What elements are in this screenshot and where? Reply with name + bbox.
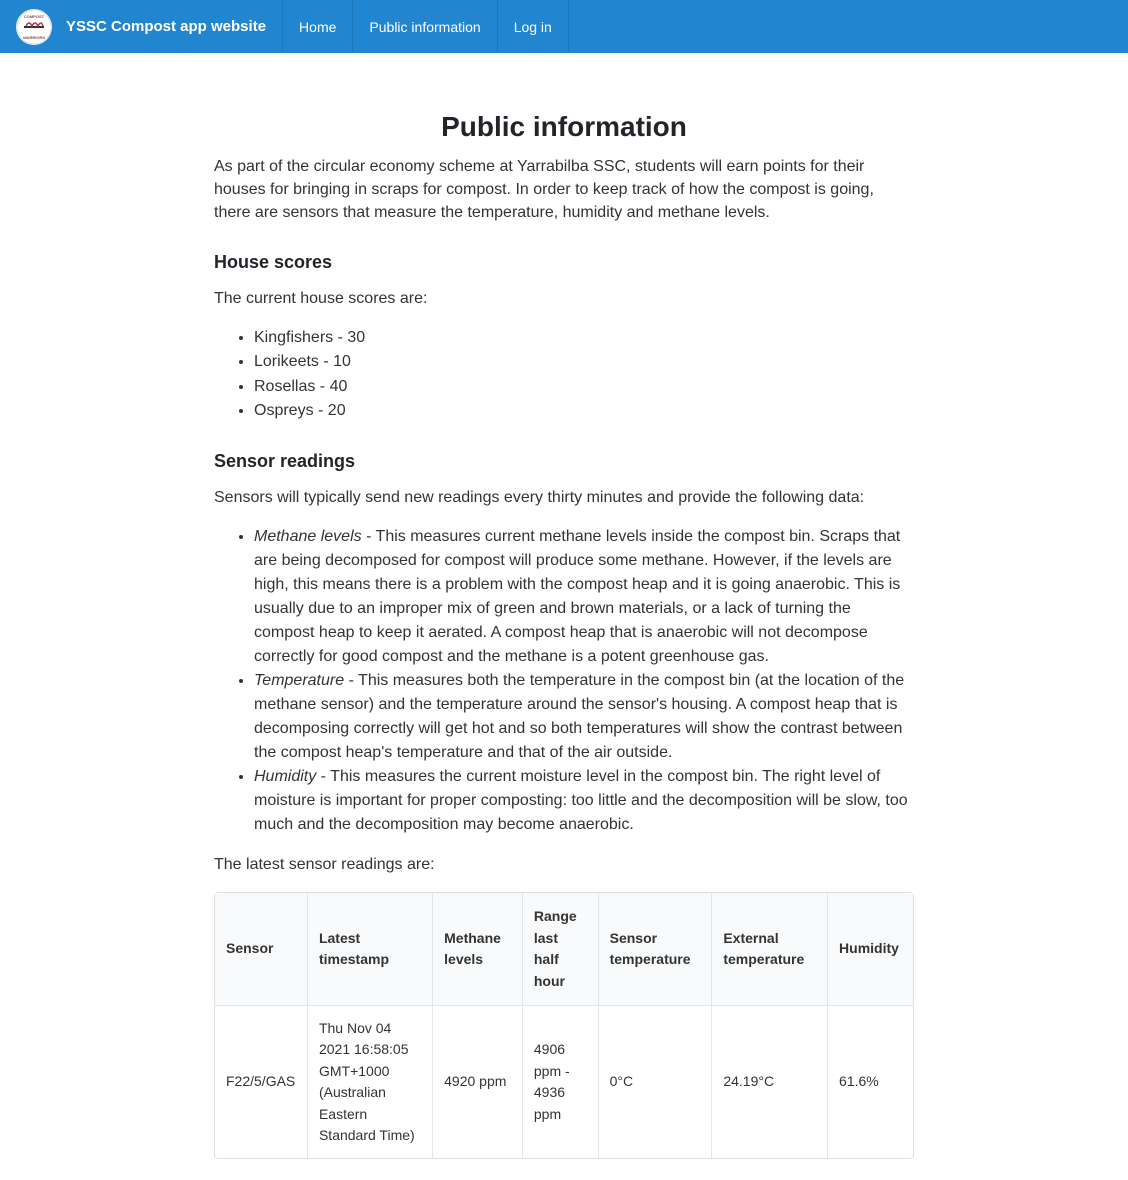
term: Temperature [254, 672, 345, 690]
nav-public-information[interactable]: Public information [353, 0, 497, 53]
brand-link[interactable] [0, 0, 283, 53]
latest-readings-lead: The latest sensor readings are: [214, 856, 435, 874]
house-scores-list [214, 326, 914, 423]
cell-external-temperature: 24.19°C [712, 1006, 828, 1158]
description: - This measures the current moisture level in the compost bin. The right level of moisture is important for proper composting: too little and the decomposition will be slow, too much and the decomposition may become anaerobic. [254, 768, 908, 834]
column-header: Sensor temperature [599, 893, 713, 1006]
sensor-description-list [214, 525, 914, 837]
list-item: • Ospreys - 20 [254, 399, 914, 423]
nav-log-in[interactable]: Log in [498, 0, 569, 53]
svg-text:WARRIORS: WARRIORS [23, 34, 45, 40]
description: - This measures current methane levels inside the compost bin. Scraps that are being decomposed for compost will produce some methane. However, if the levels are high, this means there is a problem with the compost heap and it is going anaerobic. This is usually due to an improper mix of green and brown materials, or a lack of turning the compost heap to keep it aerated. A compost heap that is anaerobic will not decompose correctly for good compost and the methane is a potent greenhouse gas. [254, 528, 901, 666]
compost-warriors-logo [16, 9, 52, 45]
list-item [254, 765, 914, 837]
cell-sensor-temperature: 0°C [599, 1006, 713, 1158]
cell-timestamp: Thu Nov 04 2021 16:58:05 GMT+1000 (Australian Eastern Standard Time) [308, 1006, 433, 1158]
cell-range: 4906 ppm - 4936 ppm [523, 1006, 599, 1158]
list-item: • Kingfishers - 30 [254, 326, 914, 350]
house-scores-heading: House scores [214, 252, 333, 272]
sensor-readings-table [214, 892, 914, 1159]
main-content [214, 53, 914, 1159]
cell-methane: 4920 ppm [433, 1006, 523, 1158]
svg-text:COMPOST: COMPOST [23, 13, 45, 19]
column-header: External temperature [712, 893, 828, 1006]
sensor-readings-heading: Sensor readings [214, 451, 356, 472]
page-title: Public information [441, 111, 687, 142]
table-row [215, 1006, 913, 1158]
cell-sensor: F22/5/GAS [215, 1006, 308, 1158]
intro-text: As part of the circular economy scheme at Yarrabilba SSC, students will earn points for their houses for bringing in scraps for compost. In order to keep track of how the compost is going, there are sensors that measure the temperature, humidity and methane levels. [214, 158, 874, 221]
house-scores-lead: The current house scores are: [214, 290, 428, 307]
list-item: • Rosellas - 40 [254, 375, 914, 399]
table-header-row [215, 893, 913, 1006]
description: - This measures both the temperature in the compost bin (at the location of the methane sensor) and the temperature around the sensor's housing. A compost heap that is decomposing correctly will get hot and so both temperatures will show the contrast between the compost heap's temperature and that of the air outside. [254, 672, 905, 762]
sensor-readings-lead: Sensors will typically send new readings every thirty minutes and provide the following data: [214, 489, 865, 507]
column-header: Range last half hour [523, 893, 599, 1006]
list-item: • Lorikeets - 10 [254, 350, 914, 374]
column-header: Latest timestamp [308, 893, 433, 1006]
term: Humidity [254, 768, 317, 786]
nav-home[interactable]: Home [283, 0, 353, 53]
list-item [254, 669, 914, 765]
navbar [0, 0, 1128, 53]
column-header: Methane levels [433, 893, 523, 1006]
brand-title: YSSC Compost app website [66, 18, 267, 35]
column-header: Humidity [828, 893, 913, 1006]
list-item [254, 525, 914, 669]
column-header: Sensor [215, 893, 308, 1006]
term: Methane levels [254, 528, 362, 546]
cell-humidity: 61.6% [839, 1073, 879, 1090]
